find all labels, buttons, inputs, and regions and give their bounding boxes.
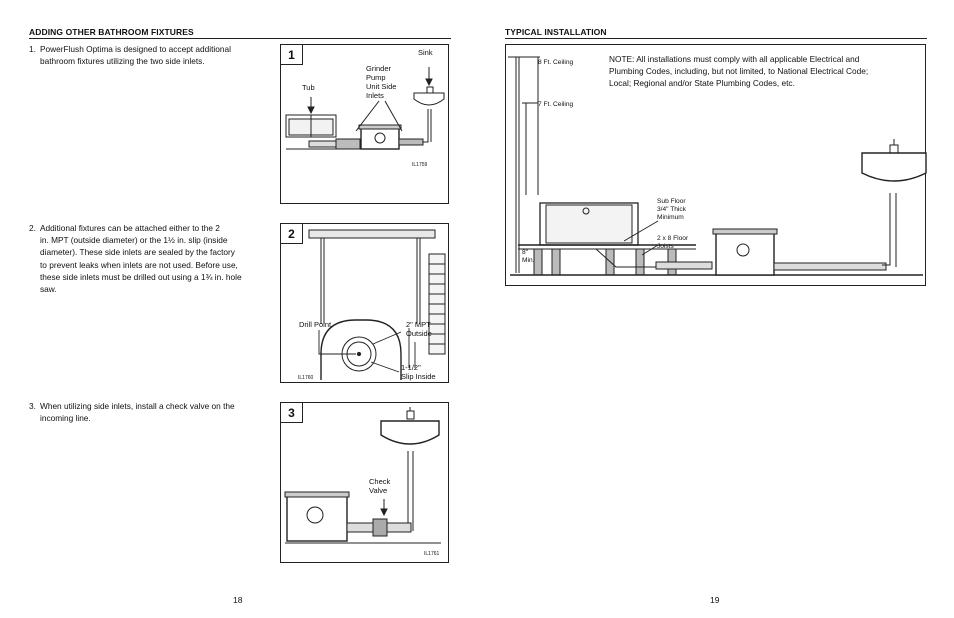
figure-1	[280, 44, 449, 204]
sink-label: Sink	[418, 48, 433, 57]
ceiling-7-label: 7 Ft. Ceiling	[538, 101, 574, 108]
compliance-note: NOTE: All installations must comply with all applicable Electrical and Plumbing Codes, including, but not limited, to National Electrical Code; Local; Regional and/or State Plumbing Codes, etc.	[609, 54, 869, 89]
joists-label: 2 x 8 Floor Joists	[657, 235, 689, 250]
tub-label: Tub	[302, 83, 315, 92]
figure-2-number: 2	[281, 224, 303, 244]
step-1: 1. PowerFlush Optima is designed to accept additional bathroom fixtures utilizing the two side inlets.	[29, 44, 231, 67]
figure-1-code: IL1759	[412, 162, 428, 168]
drill-point-label: Drill Point	[299, 320, 332, 329]
step-2: 2. Additional fixtures can be attached either to the 2 in. MPT (outside diameter) or the 1½ in. slip (inside diameter). These side inlets are sealed by the factory to prevent leaks when inlets are not used. Before use, these side inlets must be drilled out using a 1¾ in. hole saw.	[29, 223, 242, 295]
right-heading: TYPICAL INSTALLATION	[505, 27, 607, 37]
slip-label: 1-1/2" Slip Inside	[401, 363, 436, 381]
installation-figure	[505, 44, 926, 286]
figure-2-code: IL1760	[298, 375, 314, 381]
page-number-right: 19	[710, 595, 720, 605]
grinder-inlets-label: Grinder Pump Unit Side Inlets	[366, 64, 397, 100]
min-dimension-label: 8" Min.	[522, 249, 535, 264]
figure-2	[280, 223, 449, 383]
figure-1-number: 1	[281, 45, 303, 65]
ceiling-8-label: 8 Ft. Ceiling	[538, 59, 574, 66]
figure-3-code: IL1761	[424, 551, 440, 557]
figure-3-number: 3	[281, 403, 303, 423]
right-heading-rule	[505, 38, 927, 39]
figure-3	[280, 402, 449, 563]
subfloor-label: Sub Floor 3/4" Thick Minimum	[657, 198, 686, 221]
left-heading: ADDING OTHER BATHROOM FIXTURES	[29, 27, 194, 37]
page-number-left: 18	[233, 595, 243, 605]
mpt-label: 2" MPT Outside	[406, 320, 432, 338]
left-heading-rule	[29, 38, 451, 39]
figure-2-drawing	[281, 224, 450, 384]
figure-3-drawing	[281, 403, 450, 564]
check-valve-label: Check Valve	[369, 477, 391, 495]
step-3: 3. When utilizing side inlets, install a check valve on the incoming line.	[29, 401, 235, 424]
